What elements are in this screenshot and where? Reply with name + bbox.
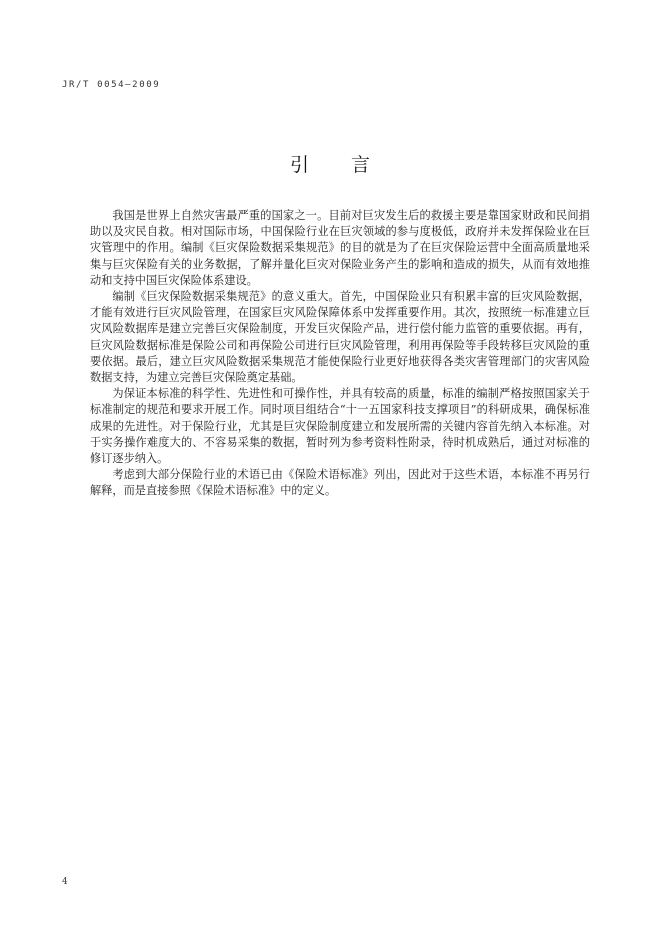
page-number: 4: [62, 877, 68, 887]
title-char-1: 引: [289, 154, 311, 176]
paragraph: 考虑到大部分保险行业的术语已由《保险术语标准》列出，因此对于这些术语，本标准不再另行解释，而是直接参照《保险术语标准》中的定义。: [90, 468, 590, 498]
body-text: [90, 208, 590, 500]
standard-code-header: JR/T 0054—2009: [62, 80, 161, 90]
paragraph: 为保证本标准的科学性、先进性和可操作性，并具有较高的质量，标准的编制严格按照国家关于标准制定的规范和要求开展工作。同时项目组结合“十一五国家科技支撑项目”的科研成果，确保标准成果的先进性。对于保险行业，尤其是巨灾保险制度建立和发展所需的关键内容首先纳入本标准。对于实务操作难度大的、不容易采集的数据，暂时列为参考资料性附录，待时机成熟后，通过对标准的修订逐步纳入。: [90, 387, 590, 466]
page-title: [0, 150, 662, 177]
paragraph: 编制《巨灾保险数据采集规范》的意义重大。首先，中国保险业只有积累丰富的巨灾风险数据，才能有效进行巨灾风险管理，在国家巨灾风险保障体系中发挥重要作用。其次，按照统一标准建立巨灾风险数据库是建立完善巨灾保险制度，开发巨灾保险产品，进行偿付能力监管的重要依据。再有，巨灾风险数据标准是保险公司和再保险公司进行巨灾风险管理，利用再保险等手段转移巨灾风险的重要依据。最后，建立巨灾风险数据采集规范才能使保险行业更好地获得各类灾害管理部门的灾害风险数据支持，为建立完善巨灾保险奠定基础。: [90, 290, 590, 385]
title-char-2: 言: [351, 154, 373, 176]
paragraph: 我国是世界上自然灾害最严重的国家之一。目前对巨灾发生后的救援主要是靠国家财政和民间捐助以及灾民自救。相对国际市场，中国保险行业在巨灾领域的参与度极低，政府并未发挥保险业在巨灾管理中的作用。编制《巨灾保险数据采集规范》的目的就是为了在巨灾保险运营中全面高质量地采集与巨灾保险有关的业务数据，了解并量化巨灾对保险业务产生的影响和造成的损失，从而有效地推动和支持中国巨灾保险体系建设。: [90, 209, 590, 287]
